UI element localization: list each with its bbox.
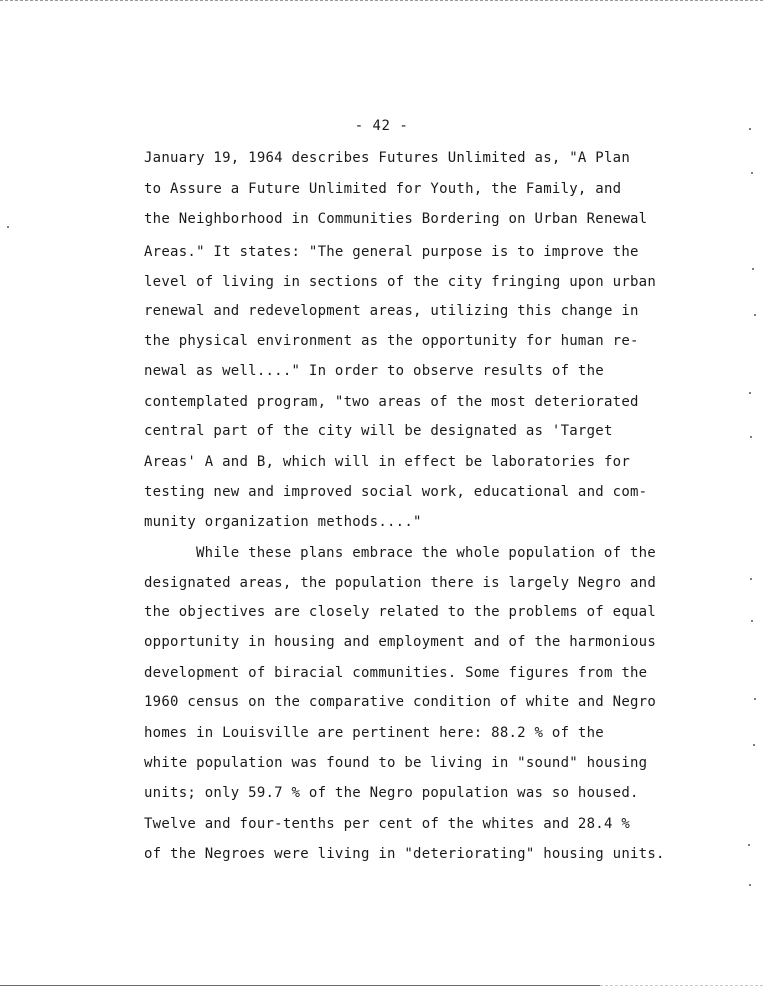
text-line: newal as well...." In order to observe results of the xyxy=(144,363,604,379)
page-bottom-rule-faint xyxy=(600,985,763,986)
scan-speck xyxy=(750,436,752,438)
scan-speck xyxy=(749,392,751,394)
text-line: 1960 census on the comparative condition of white and Negro xyxy=(144,694,657,710)
text-line: to Assure a Future Unlimited for Youth, the Family, and xyxy=(144,181,622,197)
text-line: January 19, 1964 describes Futures Unlimited as, "A Plan xyxy=(144,150,631,166)
scan-speck xyxy=(749,128,751,130)
scan-speck xyxy=(754,698,756,700)
text-line: level of living in sections of the city fringing upon urban xyxy=(144,274,657,290)
text-line: homes in Louisville are pertinent here: 88.2 % of the xyxy=(144,725,604,741)
text-line: opportunity in housing and employment and of the harmonious xyxy=(144,634,657,650)
text-line: the physical environment as the opportunity for human re- xyxy=(144,333,639,349)
text-line: testing new and improved social work, educational and com- xyxy=(144,484,648,500)
text-line: white population was found to be living in "sound" housing xyxy=(144,755,648,771)
page-top-border xyxy=(0,0,763,1)
scan-speck xyxy=(752,268,754,270)
scan-speck xyxy=(748,844,750,846)
scan-speck xyxy=(751,620,753,622)
text-line: central part of the city will be designated as 'Target xyxy=(144,423,613,439)
text-line: contemplated program, "two areas of the most deteriorated xyxy=(144,394,639,410)
scan-speck xyxy=(749,884,751,886)
scan-speck xyxy=(7,226,9,228)
scan-speck xyxy=(750,578,752,580)
page-number: - 42 - xyxy=(354,118,409,134)
page-bottom-rule xyxy=(0,985,600,986)
scan-speck xyxy=(751,172,753,174)
text-line: Areas." It states: "The general purpose is to improve the xyxy=(144,244,639,260)
text-line: the Neighborhood in Communities Bordering on Urban Renewal xyxy=(144,211,648,227)
text-line: munity organization methods...." xyxy=(144,514,422,530)
text-line: development of biracial communities. Some figures from the xyxy=(144,665,648,681)
text-line: renewal and redevelopment areas, utilizing this change in xyxy=(144,303,639,319)
text-line: While these plans embrace the whole population of the xyxy=(196,545,656,561)
scan-speck xyxy=(753,744,755,746)
scan-speck xyxy=(754,314,756,316)
text-line: units; only 59.7 % of the Negro population was so housed. xyxy=(144,785,639,801)
text-line: Areas' A and B, which will in effect be laboratories for xyxy=(144,454,631,470)
text-line: designated areas, the population there is largely Negro and xyxy=(144,575,657,591)
text-line: of the Negroes were living in "deteriorating" housing units. xyxy=(144,846,665,862)
text-line: Twelve and four-tenths per cent of the whites and 28.4 % xyxy=(144,816,631,832)
text-line: the objectives are closely related to the problems of equal xyxy=(144,604,657,620)
